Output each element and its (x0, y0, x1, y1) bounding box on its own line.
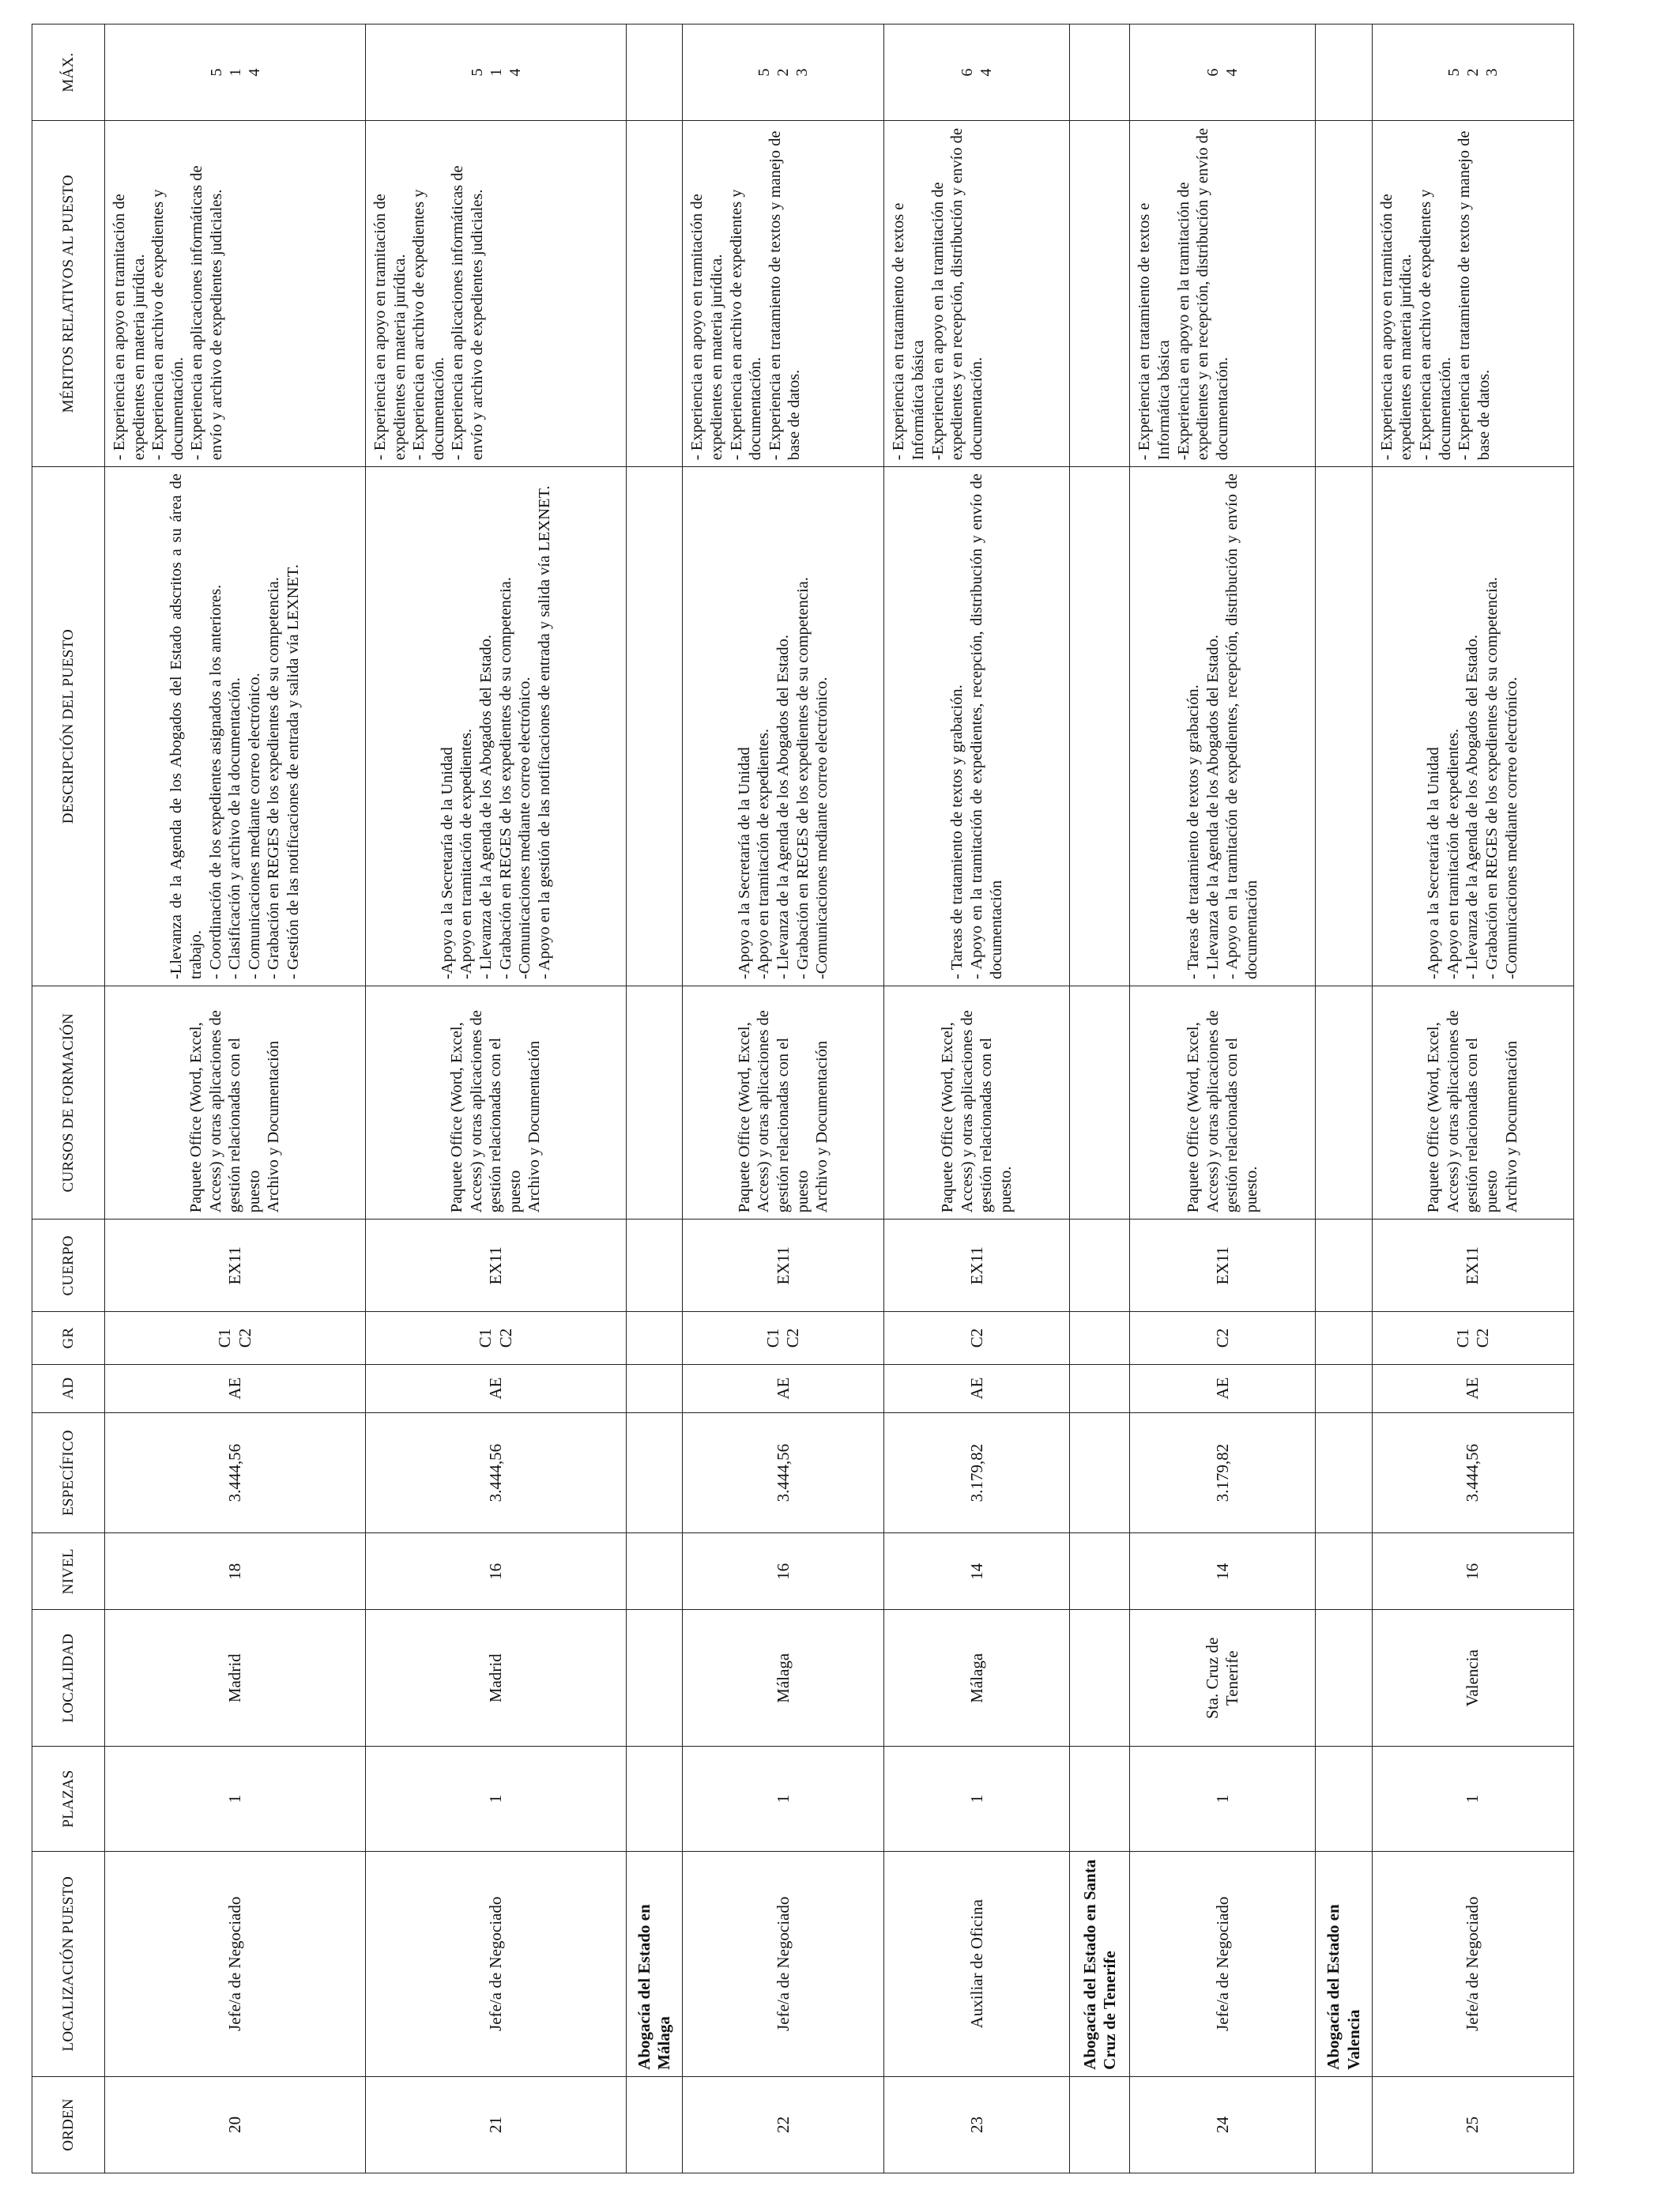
descripcion-cell-line: -Comunicaciones mediante correo electrónico. (516, 677, 534, 980)
section-blank (1070, 1312, 1130, 1364)
ad-cell: AE (884, 1364, 1070, 1412)
descripcion-cell-line: -Comunicaciones mediante correo electrónico. (1502, 677, 1520, 980)
meritos-cell-line: - Experiencia en tratamiento de textos y manejo de base de datos. (766, 130, 804, 461)
max-value: 3 (793, 68, 812, 77)
descripcion-cell-line: -Comunicaciones mediante correo electrónico. (813, 677, 831, 980)
ad-cell: AE (683, 1364, 884, 1412)
especifico-cell: 3.179,82 (1130, 1412, 1316, 1533)
section-blank (1316, 1747, 1372, 1851)
section-blank (627, 121, 683, 467)
section-blank (627, 1220, 683, 1312)
descripcion-cell-line: - Gestión de las notificaciones de entrada y salida vía LEXNET. (284, 564, 302, 980)
section-blank (627, 1412, 683, 1533)
header-descripcion: DESCRIPCIÓN DEL PUESTO (32, 467, 105, 986)
descripcion-cell-line: -Llevanza de la Agenda de los Abogados del Estado adscritos a su área de trabajo. (168, 473, 205, 980)
nivel-cell: 18 (105, 1533, 366, 1610)
ad-cell: AE (366, 1364, 627, 1412)
table-row (105, 25, 366, 2173)
descripcion-cell (884, 467, 1070, 986)
meritos-cell-line: - Experiencia en archivo de expedientes y documentación. (149, 189, 186, 461)
section-blank (627, 1364, 683, 1412)
gr-cell (366, 1312, 627, 1364)
cursos-cell-line: Paquete Office (Word, Excel, Access) y otras aplicaciones de gestión relacionadas con el puesto. (939, 1010, 1015, 1213)
section-blank (1316, 467, 1372, 986)
section-blank (1316, 2076, 1372, 2173)
table-row (366, 25, 627, 2173)
descripcion-cell-line: - Comunicaciones mediante correo electrónico. (245, 673, 263, 980)
orden-cell: 21 (366, 2076, 627, 2173)
localidad-cell: Madrid (366, 1610, 627, 1747)
cuerpo-cell: EX11 (105, 1220, 366, 1312)
section-blank (627, 1747, 683, 1851)
header-orden: ORDEN (32, 2076, 105, 2173)
plazas-cell: 1 (884, 1747, 1070, 1851)
max-value: 5 (1445, 68, 1463, 77)
especifico-cell: 3.444,56 (366, 1412, 627, 1533)
descripcion-cell-line: - Grabación en REGES de los expedientes de su competencia. (496, 577, 514, 980)
especifico-cell: 3.444,56 (105, 1412, 366, 1533)
puesto-cell: Jefe/a de Negociado (683, 1851, 884, 2076)
plazas-cell: 1 (105, 1747, 366, 1851)
max-value: 4 (506, 68, 524, 77)
gr-cell (683, 1312, 884, 1364)
header-cuerpo: CUERPO (32, 1220, 105, 1312)
descripcion-cell-line: - Llevanza de la Agenda de los Abogados del Estado. (774, 634, 793, 980)
descripcion-cell-line: -Apoyo en tramitación de expedientes. (755, 728, 773, 980)
orden-cell: 23 (884, 2076, 1070, 2173)
gr-value: C2 (966, 1328, 986, 1348)
section-blank (1316, 1312, 1372, 1364)
max-value: 5 (207, 68, 225, 77)
localidad-cell: Málaga (683, 1610, 884, 1747)
cursos-cell-line: Archivo y Documentación (813, 1040, 831, 1213)
section-blank (1316, 1364, 1372, 1412)
meritos-cell-line: - Experiencia en apoyo en tramitación de expedientes en materia jurídica. (688, 194, 725, 461)
header-max: MÁX. (32, 25, 105, 121)
plazas-cell: 1 (1130, 1747, 1316, 1851)
gr-cell (1372, 1312, 1573, 1364)
cursos-cell-line: Paquete Office (Word, Excel, Access) y otras aplicaciones de gestión relacionadas con el puesto (735, 1010, 812, 1213)
table-body (105, 25, 1574, 2173)
gr-value: C1 (1452, 1328, 1472, 1348)
section-title: Abogacía del Estado en Valencia (1316, 1851, 1372, 2076)
max-value: 3 (1482, 68, 1501, 77)
descripcion-cell (366, 467, 627, 986)
nivel-cell: 16 (1372, 1533, 1573, 1610)
max-value: 4 (1223, 68, 1241, 77)
gr-value: C2 (495, 1328, 515, 1348)
descripcion-cell-line: - Apoyo en la gestión de las notificaciones de entrada y salida vía LEXNET. (535, 485, 553, 980)
cursos-cell (683, 986, 884, 1220)
section-blank (1070, 1412, 1130, 1533)
max-value: 6 (1204, 68, 1222, 77)
section-row (1070, 25, 1130, 2173)
section-blank (1070, 986, 1130, 1220)
max-cell (105, 25, 366, 121)
header-localizacion: LOCALIZACIÓN PUESTO (32, 1851, 105, 2076)
section-blank (627, 1533, 683, 1610)
localidad-cell: Sta. Cruz de Tenerife (1130, 1610, 1316, 1747)
meritos-cell (1130, 121, 1316, 467)
ad-cell: AE (1130, 1364, 1316, 1412)
max-value: 2 (774, 68, 793, 77)
puesto-cell: Auxiliar de Oficina (884, 1851, 1070, 2076)
max-value: 1 (487, 68, 505, 77)
max-value: 1 (226, 68, 244, 77)
localidad-cell: Valencia (1372, 1610, 1573, 1747)
section-blank (1070, 1220, 1130, 1312)
especifico-cell: 3.444,56 (683, 1412, 884, 1533)
max-cell (366, 25, 627, 121)
header-nivel: NIVEL (32, 1533, 105, 1610)
header-especifico: ESPECÍFICO (32, 1412, 105, 1533)
localidad-cell: Málaga (884, 1610, 1070, 1747)
descripcion-cell-line: - Tareas de tratamiento de textos y grabación. (948, 684, 966, 980)
gr-value: C2 (1212, 1328, 1232, 1348)
orden-cell: 22 (683, 2076, 884, 2173)
cuerpo-cell: EX11 (884, 1220, 1070, 1312)
meritos-cell-line: - Experiencia en apoyo en tramitación de expedientes en materia jurídica. (371, 194, 409, 461)
descripcion-cell-line: - Tareas de tratamiento de textos y grabación. (1185, 684, 1203, 980)
section-title: Abogacía del Estado en Málaga (627, 1851, 683, 2076)
orden-cell: 24 (1130, 2076, 1316, 2173)
nivel-cell: 14 (884, 1533, 1070, 1610)
nivel-cell: 14 (1130, 1533, 1316, 1610)
section-blank (1070, 121, 1130, 467)
max-value: 6 (959, 68, 977, 77)
descripcion-cell (1130, 467, 1316, 986)
section-blank (1316, 121, 1372, 467)
meritos-cell-line: - Experiencia en tratamiento de textos e Informática básica (1136, 202, 1173, 461)
max-cell (884, 25, 1070, 121)
gr-value: C1 (763, 1328, 783, 1348)
meritos-cell-line: - Experiencia en archivo de expedientes y documentación. (727, 189, 765, 461)
descripcion-cell (1372, 467, 1573, 986)
orden-cell: 20 (105, 2076, 366, 2173)
table-row (1130, 25, 1316, 2173)
section-blank (1316, 25, 1372, 121)
gr-cell (1130, 1312, 1316, 1364)
meritos-cell-line: - Experiencia en aplicaciones informáticas de envío y archivo de expedientes judiciales. (449, 165, 486, 461)
orden-cell: 25 (1372, 2076, 1573, 2173)
gr-value: C1 (476, 1328, 495, 1348)
descripcion-cell-line: -Apoyo en tramitación de expedientes. (1444, 728, 1462, 980)
nivel-cell: 16 (683, 1533, 884, 1610)
descripcion-cell-line: - Apoyo en la tramitación de expedientes, recepción, distribución y envío de documentación (968, 473, 1005, 980)
meritos-cell-line: - Experiencia en archivo de expedientes y documentación. (1416, 189, 1454, 461)
ad-cell: AE (1372, 1364, 1573, 1412)
section-blank (1316, 986, 1372, 1220)
puesto-cell: Jefe/a de Negociado (1372, 1851, 1573, 2076)
cursos-cell-line: Archivo y Documentación (265, 1040, 283, 1213)
section-blank (1316, 1220, 1372, 1312)
meritos-cell-line: - Experiencia en tratamiento de textos y manejo de base de datos. (1456, 130, 1493, 461)
max-cell (1372, 25, 1573, 121)
descripcion-cell-line: - Grabación en REGES de los expedientes de su competencia. (1483, 577, 1501, 980)
localidad-cell: Madrid (105, 1610, 366, 1747)
cursos-cell-line: Archivo y Documentación (525, 1040, 544, 1213)
meritos-cell (366, 121, 627, 467)
descripcion-cell (105, 467, 366, 986)
header-gr: GR (32, 1312, 105, 1364)
descripcion-cell-line: -Apoyo a la Secretaría de la Unidad (735, 747, 753, 980)
cursos-cell (105, 986, 366, 1220)
gr-cell (884, 1312, 1070, 1364)
section-blank (1070, 467, 1130, 986)
max-value: 4 (977, 68, 996, 77)
cuerpo-cell: EX11 (366, 1220, 627, 1312)
max-value: 4 (245, 68, 263, 77)
descripcion-cell-line: - Coordinación de los expedientes asignados a los anteriores. (206, 584, 224, 980)
section-row (1316, 25, 1372, 2173)
section-blank (627, 1312, 683, 1364)
section-title: Abogacía del Estado en Santa Cruz de Tenerife (1070, 1851, 1130, 2076)
section-blank (1316, 1610, 1372, 1747)
gr-value: C2 (783, 1328, 803, 1348)
plazas-cell: 1 (366, 1747, 627, 1851)
max-cell (1130, 25, 1316, 121)
descripcion-cell-line: -Apoyo a la Secretaría de la Unidad (1425, 747, 1443, 980)
puesto-cell: Jefe/a de Negociado (366, 1851, 627, 2076)
meritos-cell (105, 121, 366, 467)
section-row (627, 25, 683, 2173)
meritos-cell-line: - Experiencia en tratamiento de textos e Informática básica (890, 202, 927, 461)
table-header-row (32, 25, 105, 2173)
cursos-cell-line: Archivo y Documentación (1502, 1040, 1520, 1213)
meritos-cell-line: - Experiencia en archivo de expedientes y documentación. (410, 189, 447, 461)
ad-cell: AE (105, 1364, 366, 1412)
meritos-cell-line: - Experiencia en apoyo en tramitación de expedientes en materia jurídica. (111, 194, 148, 461)
descripcion-cell-line: - Clasificación y archivo de la documentación. (226, 677, 244, 980)
header-plazas: PLAZAS (32, 1747, 105, 1851)
descripcion-cell-line: - Grabación en REGES de los expedientes de su competencia. (265, 577, 283, 980)
cursos-cell (884, 986, 1070, 1220)
cursos-cell-line: Paquete Office (Word, Excel, Access) y otras aplicaciones de gestión relacionadas con el puesto (187, 1010, 263, 1213)
table-row (683, 25, 884, 2173)
cursos-cell (366, 986, 627, 1220)
puesto-cell: Jefe/a de Negociado (1130, 1851, 1316, 2076)
cursos-cell (1130, 986, 1316, 1220)
gr-value: C2 (235, 1328, 254, 1348)
descripcion-cell-line: -Apoyo a la Secretaría de la Unidad (438, 747, 456, 980)
descripcion-cell-line: - Llevanza de la Agenda de los Abogados del Estado. (477, 634, 495, 980)
max-value: 5 (468, 68, 486, 77)
meritos-cell (683, 121, 884, 467)
cursos-cell-line: Paquete Office (Word, Excel, Access) y otras aplicaciones de gestión relacionadas con el puesto (1425, 1010, 1501, 1213)
table-row (1372, 25, 1573, 2173)
meritos-cell-line: - Experiencia en aplicaciones informáticas de envío y archivo de expedientes judiciales. (188, 165, 225, 461)
cursos-cell (1372, 986, 1573, 1220)
header-localidad: LOCALIDAD (32, 1610, 105, 1747)
especifico-cell: 3.179,82 (884, 1412, 1070, 1533)
puesto-cell: Jefe/a de Negociado (105, 1851, 366, 2076)
header-meritos: MÉRITOS RELATIVOS AL PUESTO (32, 121, 105, 467)
header-cursos: CURSOS DE FORMACIÓN (32, 986, 105, 1220)
plazas-cell: 1 (1372, 1747, 1573, 1851)
max-cell (683, 25, 884, 121)
cuerpo-cell: EX11 (1130, 1220, 1316, 1312)
section-blank (1070, 1610, 1130, 1747)
descripcion-cell-line: - Llevanza de la Agenda de los Abogados del Estado. (1203, 634, 1222, 980)
plazas-cell: 1 (683, 1747, 884, 1851)
descripcion-cell (683, 467, 884, 986)
meritos-cell (884, 121, 1070, 467)
section-blank (627, 1610, 683, 1747)
section-blank (1070, 25, 1130, 121)
gr-cell (105, 1312, 366, 1364)
cursos-cell-line: Paquete Office (Word, Excel, Access) y otras aplicaciones de gestión relacionadas con el puesto. (1185, 1010, 1260, 1213)
meritos-cell (1372, 121, 1573, 467)
gr-value: C2 (1472, 1328, 1492, 1348)
section-blank (1316, 1533, 1372, 1610)
descripcion-cell-line: - Grabación en REGES de los expedientes de su competencia. (793, 577, 812, 980)
descripcion-cell-line: - Apoyo en la tramitación de expedientes, recepción, distribución y envío de documentación (1223, 473, 1260, 980)
section-blank (627, 2076, 683, 2173)
section-blank (1316, 1412, 1372, 1533)
max-value: 5 (755, 68, 774, 77)
section-blank (1070, 1364, 1130, 1412)
section-blank (1070, 1533, 1130, 1610)
section-blank (627, 467, 683, 986)
section-blank (627, 986, 683, 1220)
table-row (884, 25, 1070, 2173)
meritos-cell-line: -Experiencia en apoyo en la tramitación de expedientes y en recepción, distribución y envío de documentación. (929, 128, 985, 461)
document-page (32, 24, 1533, 2173)
gr-value: C1 (215, 1328, 235, 1348)
especifico-cell: 3.444,56 (1372, 1412, 1573, 1533)
meritos-cell-line: - Experiencia en apoyo en tramitación de expedientes en materia jurídica. (1377, 194, 1415, 461)
cursos-cell-line: Paquete Office (Word, Excel, Access) y otras aplicaciones de gestión relacionadas con el puesto (448, 1010, 524, 1213)
descripcion-cell-line: -Apoyo en tramitación de expedientes. (458, 728, 476, 980)
positions-table (32, 24, 1574, 2173)
section-blank (1070, 2076, 1130, 2173)
section-blank (1070, 1747, 1130, 1851)
nivel-cell: 16 (366, 1533, 627, 1610)
header-ad: AD (32, 1364, 105, 1412)
descripcion-cell-line: - Llevanza de la Agenda de los Abogados del Estado. (1463, 634, 1482, 980)
cuerpo-cell: EX11 (1372, 1220, 1573, 1312)
section-blank (627, 25, 683, 121)
max-value: 2 (1463, 68, 1482, 77)
cuerpo-cell: EX11 (683, 1220, 884, 1312)
meritos-cell-line: -Experiencia en apoyo en la tramitación de expedientes y en recepción, distribución y envío de documentación. (1174, 128, 1231, 461)
